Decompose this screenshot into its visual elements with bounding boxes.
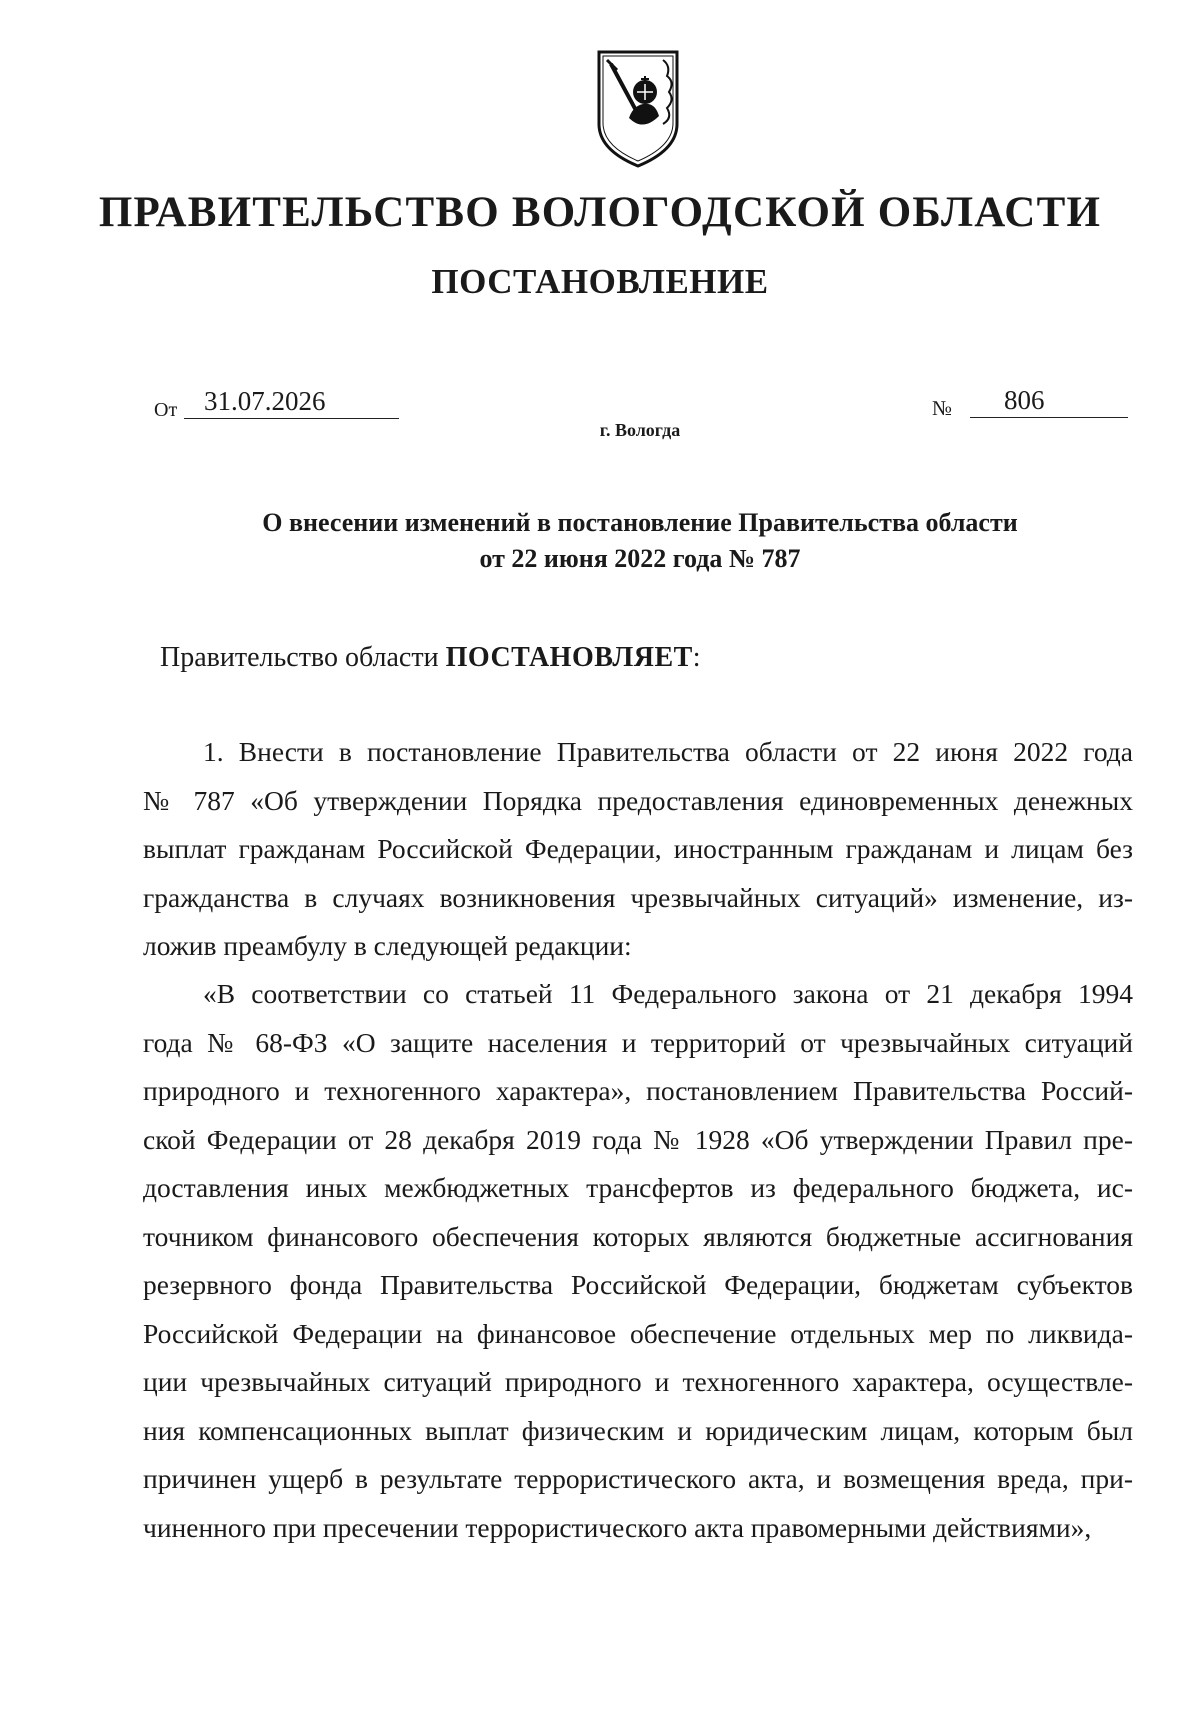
city: г. Вологда (599, 420, 681, 440)
paragraph-line: причинен ущерб в результате террористического акта, и возмещения вреда, при- (143, 1463, 1133, 1494)
preamble-emphasis: ПОСТАНОВЛЯЕТ (445, 642, 693, 673)
paragraph-line: резервного фонда Правительства Российской Федерации, бюджетам субъектов (143, 1269, 1133, 1300)
paragraph-line: «В соответствии со статьей 11 Федерального закона от 21 декабря 1994 (203, 978, 1133, 1009)
document-type: ПОСТАНОВЛЕНИЕ (431, 262, 769, 301)
coat-of-arms-icon (593, 46, 683, 170)
paragraph-line: 1. Внести в постановление Правительства области от 22 июня 2022 года (203, 736, 1133, 767)
heading-line: от 22 июня 2022 года № 787 (479, 544, 801, 573)
heading-line: О внесении изменений в постановление Правительства области (262, 508, 1018, 537)
document-heading (0, 505, 1200, 577)
paragraph-line: гражданства в случаях возникновения чрезвычайных ситуаций» изменение, из- (143, 881, 1133, 913)
paragraph-line: ской Федерации от 28 декабря 2019 года № 1928 «Об утверждении Правил пре- (143, 1123, 1133, 1155)
paragraph-line: года № 68-ФЗ «О защите населения и территорий от чрезвычайных ситуаций (143, 1026, 1133, 1058)
paragraph-line: Российской Федерации на финансовое обеспечение отдельных мер по ликвида- (143, 1317, 1133, 1349)
preamble (160, 640, 701, 676)
paragraph-line: природного и техногенного характера», постановлением Правительства Россий- (143, 1075, 1133, 1106)
paragraph-2 (143, 970, 1133, 1552)
paragraph-line: ции чрезвычайных ситуаций природного и техногенного характера, осуществле- (143, 1366, 1133, 1397)
preamble-punctuation: : (692, 642, 701, 673)
organization-title: ПРАВИТЕЛЬСТВО ВОЛОГОДСКОЙ ОБЛАСТИ (98, 189, 1102, 236)
paragraph-line: чиненного при пресечении террористического акта правомерными действиями», (143, 1511, 1092, 1543)
paragraph-line: № 787 «Об утверждении Порядка предоставления единовременных денежных (143, 784, 1133, 816)
preamble-text: Правительство области (160, 642, 439, 673)
document-number: 806 (970, 383, 1128, 418)
paragraph-line: доставления иных межбюджетных трансфертов из федерального бюджета, ис- (143, 1172, 1133, 1203)
paragraph-line: выплат гражданам Российской Федерации, иностранным гражданам и лицам без (143, 833, 1133, 864)
date-prefix: От (154, 399, 178, 421)
paragraph-line: ния компенсационных выплат физическим и юридическим лицам, которым был (143, 1414, 1133, 1446)
paragraph-line: ложив преамбулу в следующей редакции: (143, 930, 632, 961)
document-date: 31.07.2026 (184, 384, 399, 419)
paragraph-1 (143, 728, 1133, 971)
number-prefix: № (932, 396, 953, 420)
paragraph-line: точником финансового обеспечения которых являются бюджетные ассигнования (143, 1220, 1133, 1252)
